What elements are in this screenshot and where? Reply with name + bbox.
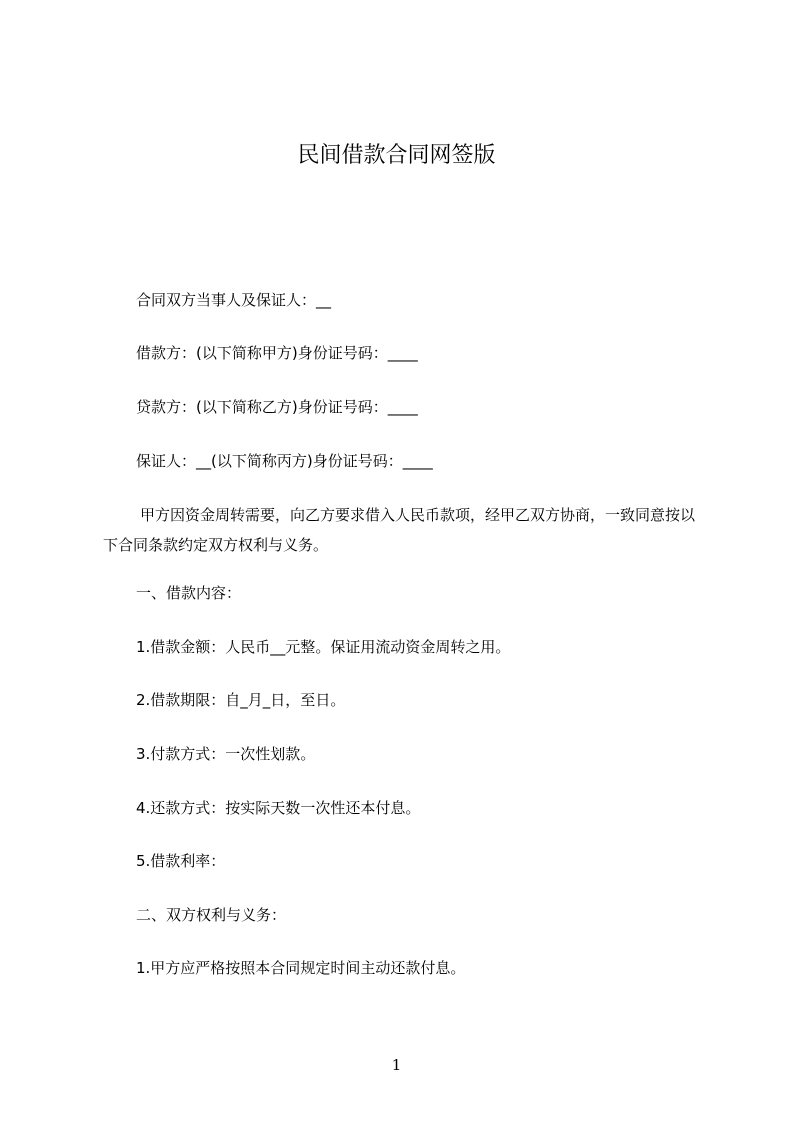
section-1-heading: 一、借款内容： [136,584,242,602]
intro-paragraph: 甲方因资金周转需要，向乙方要求借入人民币款项，经甲乙双方协商，一致同意按以下合同条款约定双方权利与义务。 [103,506,696,554]
borrower-line: 借款方：(以下简称甲方)身份证号码：____ [136,344,418,362]
clause-payment-method: 3.付款方式：一次性划款。 [136,745,316,763]
clause-loan-amount: 1.借款金额：人民币__元整。保证用流动资金周转之用。 [136,638,511,656]
page-number: 1 [391,1056,402,1074]
lender-line: 贷款方：(以下简称乙方)身份证号码：____ [136,398,418,416]
clause-repayment-method: 4.还款方式：按实际天数一次性还本付息。 [136,799,421,817]
section-2-heading: 二、双方权利与义务： [136,906,287,924]
guarantor-line: 保证人：__(以下简称丙方)身份证号码：____ [136,452,433,470]
document-title: 民间借款合同网签版 [297,143,496,168]
clause-party-a-obligation: 1.甲方应严格按照本合同规定时间主动还款付息。 [136,959,466,977]
clause-loan-term: 2.借款期限：自_月_日，至日。 [136,691,346,709]
parties-line: 合同双方当事人及保证人：__ [136,291,332,309]
clause-interest-rate: 5.借款利率： [136,852,226,870]
